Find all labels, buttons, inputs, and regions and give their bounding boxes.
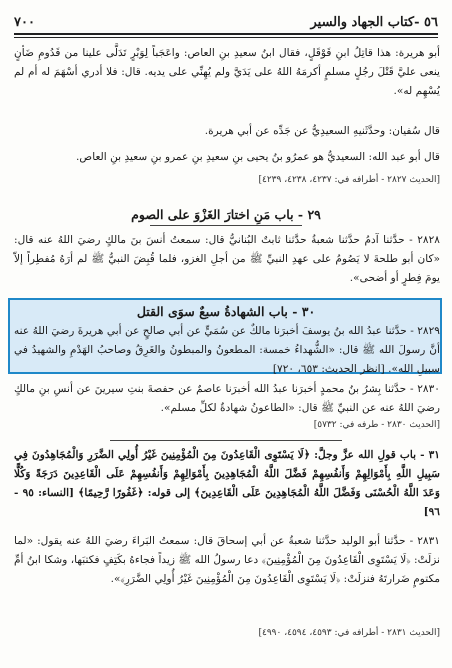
hadith-2828: ٢٨٢٨ - حدَّثنا آدمُ حدَّثنا شعبةُ حدَّثنا ثابتٌ البُنانيُّ قال: سمعتُ أنسَ بنَ مالكٍ رضيَ اللهُ عنه قال: «كان أبو طلحةَ لا يَصُومُ على عهدِ النبيِّ ﷺ من أجلِ الغزو، فلما قُبِضَ النبيُّ ﷺ لم أرَهُ مُفطِراً إلاّ يومَ فِطرٍ أو أضحى». [14,234,440,284]
sufyan-line: قال سُفيان: وحدَّثَنيهِ السعيدِيُّ عن جَدِّه عن أبي هريرة. [204,125,440,137]
heading-bab-30: ٣٠ - باب الشهادةُ سبعٌ سوَى القتل [136,304,316,319]
section-divider [110,440,342,441]
heading-bab-29: ٢٩ - باب مَنِ اختارَ الغَزْوَ على الصوم [131,207,321,222]
footnote-2831: [الحديث ٢٨٣١ - أطرافه في: ٤٥٩٣، ٤٥٩٤، ٤٩٩٠] [258,628,440,638]
abu-abdullah-block [14,148,440,167]
top-paragraph: أبو هريرة: هذا قاتِلُ ابنِ قَوْقَلٍ، فقال ابنُ سعيدِ بنِ العاص: واعَجَباً لِوَبْرٍ تَدَلَّى علينا من قَدُومِ ضَأنٍ ينعى عليَّ قَتْلَ رجُلٍ مسلمٍ أكرمَهُ اللهُ على يَدَيَّ ولم يُهِنِّي على يديه. قال: فلا أدري أسْهَمَ له أم لم يُسْهِم له». [14,47,440,97]
hadith-2829: ٢٨٢٩ - حدَّثنا عبدُ الله بنُ يوسفَ أخبرَنا مالكٌ عن سُمَيٍّ عن أبي صالحٍ عن أبي هريرةَ رضيَ اللهُ عنه أنَّ رسولَ الله ﷺ قال: «الشُّهداءُ خمسة: المطعونُ والمبطونُ والغَرِقُ وصاحبُ الهَدْمِ والشهيدُ في سبيلِ الله». [انظر الحديث: ٦٥٣، ٧٢٠] [14,325,440,375]
abu-abdullah-line: قال أبو عبد الله: السعيديُّ هو عمرُو بنُ يحيى بنِ سعيدِ بنِ عمرو بنِ سعيدِ بنِ العاص. [76,151,440,163]
header-rule-thin [14,37,438,38]
header-rule [14,33,438,35]
footnote-2827: [الحديث ٢٨٢٧ - أطرافه في: ٤٢٣٧، ٤٢٣٨، ٤٢٣٩] [258,175,440,185]
heading-bab-31-block [14,446,440,522]
chapter-title: ٥٦ -كتاب الجهاد والسير [310,15,438,30]
hadith-2830: ٢٨٣٠ - حدَّثنا بِشرُ بنُ محمدٍ أخبرَنا عبدُ الله أخبرَنا عاصمٌ عن حفصةَ بنتِ سيرينَ عن أنسِ بنِ مالكٍ رضيَ اللهُ عنه عن النبيِّ ﷺ قال: «الطاعونُ شهادةٌ لكلِّ مسلم». [14,383,440,414]
page-header [14,6,438,30]
sufyan-block [14,122,440,141]
top-paragraph-block [14,44,440,101]
heading-underline [150,225,302,226]
footnote-2830: [الحديث ٢٨٣٠ - طرفه في: ٥٧٣٢] [313,420,440,430]
hadith-2831: ٢٨٣١ - حدَّثنا أبو الوليد حدَّثنا شعبةُ عن أبي إسحاقَ قال: سمعتُ البَراءَ رضيَ اللهُ عنه يقول: «لما نزلَتْ: ﴿لَا يَسْتَوِى الْقَاعِدُونَ مِنَ الْمُؤْمِنِينَ﴾ دعا رسولُ الله ﷺ زيداً فجاءهُ بكَتِفٍ فكتبَها، وشكا ابنُ أمِّ مكتومٍ ضَرارتَهُ فنزلَتْ: ﴿لَا يَسْتَوِى الْقَاعِدُونَ مِنَ الْمُؤْمِنِينَ غَيْرُ أُولِي الضَّرَرِ﴾». [14,535,440,585]
heading-bab-31: ٣١ - باب قولِ الله عزَّ وجلَّ: ﴿لَا يَسْتَوِى الْقَاعِدُونَ مِنَ الْمُؤْمِنِينَ غَيْرُ أُولِي الضَّرَرِ وَالْمُجَاهِدُونَ فِي سَبِيلِ اللَّهِ بِأَمْوَالِهِمْ وَأَنفُسِهِمْ فَضَّلَ اللَّهُ الْمُجَاهِدِينَ بِأَمْوَالِهِمْ وَأَنفُسِهِمْ عَلَى الْقَاعِدِينَ دَرَجَةً وَكُلًّا وَعَدَ اللَّهُ الْحُسْنَى وَفَضَّلَ اللَّهُ الْمُجَاهِدِينَ عَلَى الْقَاعِدِينَ﴾ إلى قوله: ﴿غَفُورًا رَّحِيمًا﴾ [النساء: ٩٥ - ٩٦] [14,449,440,518]
page-number: ٧٠٠ [14,15,35,30]
